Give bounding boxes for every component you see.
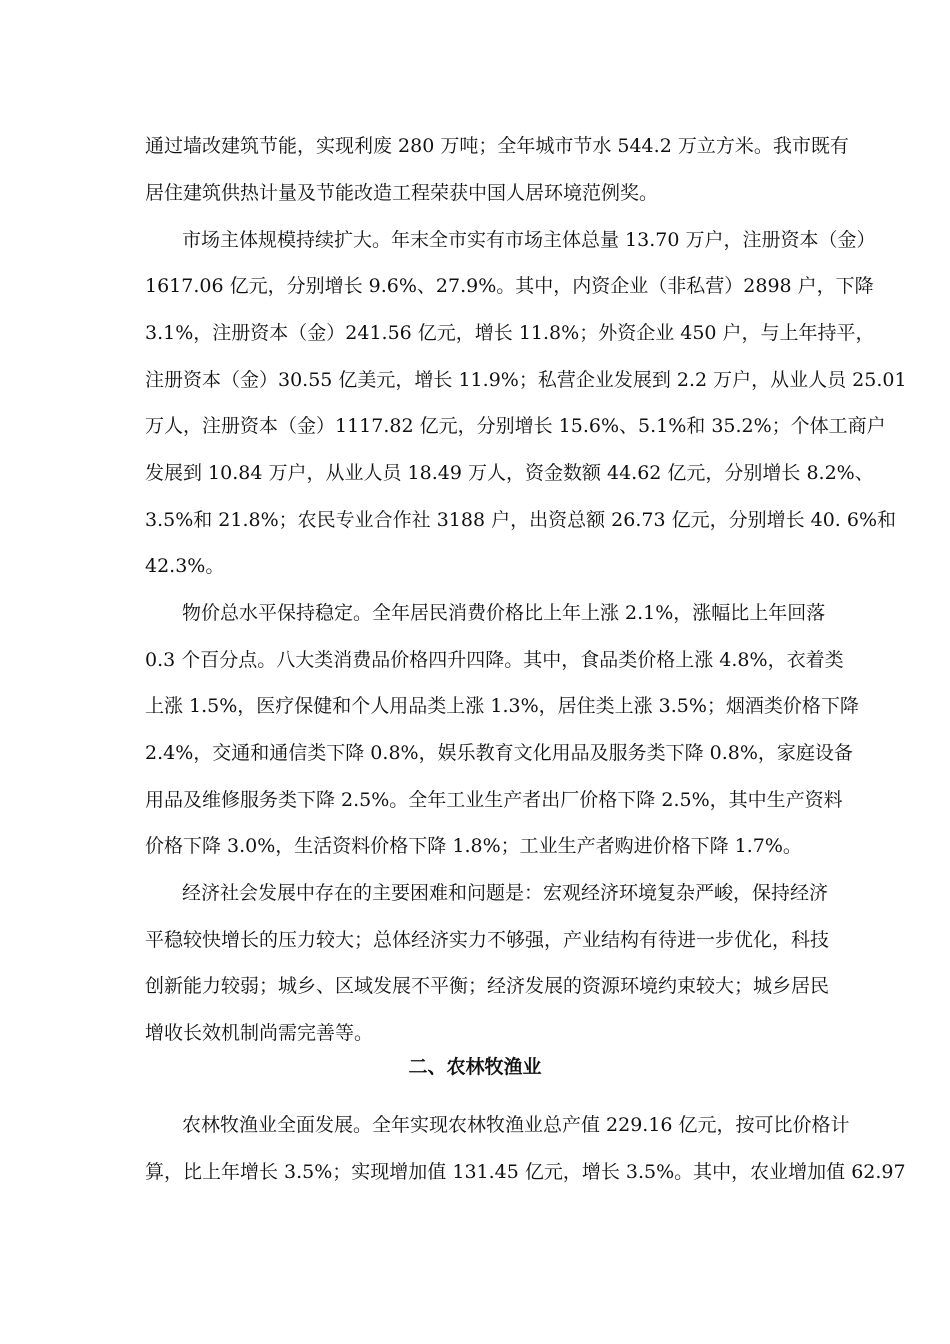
section-heading: 二、农林牧渔业 <box>408 1056 542 1078</box>
paragraph-line: 注册资本（金）30.55 亿美元，增长 11.9%；私营企业发展到 2.2 万户，从业人员 25.01 <box>145 369 907 391</box>
paragraph-line: 市场主体规模持续扩大。年末全市实有市场主体总量 13.70 万户，注册资本（金） <box>182 229 876 251</box>
paragraph-line: 平稳较快增长的压力较大；总体经济实力不够强，产业结构有待进一步优化，科技 <box>145 929 830 951</box>
paragraph-line: 发展到 10.84 万户，从业人员 18.49 万人，资金数额 44.62 亿元，分别增长 8.2%、 <box>145 462 874 484</box>
paragraph-line: 价格下降 3.0%，生活资料价格下降 1.8%；工业生产者购进价格下降 1.7%。 <box>145 835 802 857</box>
paragraph-line: 3.5%和 21.8%；农民专业合作社 3188 户，出资总额 26.73 亿元，分别增长 40. 6%和 <box>145 509 897 531</box>
paragraph-line: 增收长效机制尚需完善等。 <box>145 1022 374 1044</box>
paragraph-line: 上涨 1.5%，医疗保健和个人用品类上涨 1.3%，居住类上涨 3.5%；烟酒类价格下降 <box>145 695 859 717</box>
paragraph-line: 经济社会发展中存在的主要困难和问题是：宏观经济环境复杂严峻，保持经济 <box>182 882 829 904</box>
paragraph-line: 居住建筑供热计量及节能改造工程荣获中国人居环境范例奖。 <box>145 182 659 204</box>
paragraph-line: 算，比上年增长 3.5%；实现增加值 131.45 亿元，增长 3.5%。其中，农业增加值 62.97 <box>145 1161 906 1183</box>
paragraph-line: 用品及维修服务类下降 2.5%。全年工业生产者出厂价格下降 2.5%，其中生产资料 <box>145 789 843 811</box>
paragraph-line: 3.1%，注册资本（金）241.56 亿元，增长 11.8%；外资企业 450 户，与上年持平， <box>145 322 875 344</box>
paragraph-line: 万人，注册资本（金）1117.82 亿元，分别增长 15.6%、5.1%和 35.2%；个体工商户 <box>145 415 886 437</box>
paragraph-line: 通过墙改建筑节能，实现利废 280 万吨；全年城市节水 544.2 万立方米。我市既有 <box>145 135 849 157</box>
paragraph-line: 42.3%。 <box>145 555 225 577</box>
paragraph-line: 2.4%，交通和通信类下降 0.8%，娱乐教育文化用品及服务类下降 0.8%，家庭设备 <box>145 742 853 764</box>
paragraph-line: 物价总水平保持稳定。全年居民消费价格比上年上涨 2.1%，涨幅比上年回落 <box>182 602 826 624</box>
paragraph-line: 创新能力较弱；城乡、区域发展不平衡；经济发展的资源环境约束较大；城乡居民 <box>145 975 830 997</box>
paragraph-line: 1617.06 亿元，分别增长 9.6%、27.9%。其中，内资企业（非私营）2898 户，下降 <box>145 275 874 297</box>
paragraph-line: 0.3 个百分点。八大类消费品价格四升四降。其中，食品类价格上涨 4.8%，衣着类 <box>145 649 844 671</box>
paragraph-line: 农林牧渔业全面发展。全年实现农林牧渔业总产值 229.16 亿元，按可比价格计 <box>182 1114 850 1136</box>
